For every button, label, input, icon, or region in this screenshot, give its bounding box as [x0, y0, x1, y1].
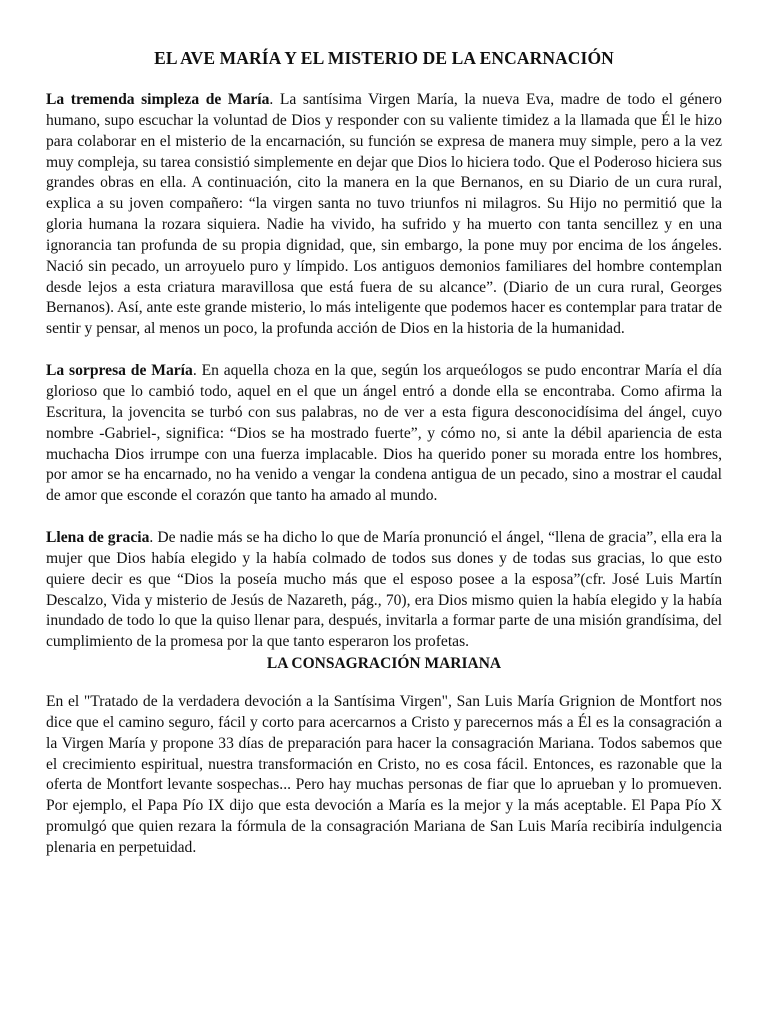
paragraph-lead: La tremenda simpleza de María — [46, 91, 270, 108]
paragraph-body: . La santísima Virgen María, la nueva Eva, madre de todo el género humano, supo escuchar la voluntad de Dios y responder con su valiente timidez a la llamada que Él le hizo para colaborar en el misterio de la encarnación, su función se expresa de manera muy simple, pero a la vez muy compleja, su tarea consistió simplemente en dejar que Dios lo hiciera todo. Que el Poderoso hiciera sus grandes obras en ella. A continuación, cito la manera en la que Bernanos, en su Diario de un cura rural, explica a su joven compañero: “la virgen santa no tuvo triunfos ni milagros. Su Hijo no permitió que la gloria humana la rozara siquiera. Nadie ha vivido, ha sufrido y ha muerto con tanta sencillez y en una ignorancia tan profunda de su propia dignidad, que, sin embargo, la pone muy por encima de los ángeles. Nació sin pecado, un arroyuelo puro y límpido. Los antiguos demonios familiares del hombre contemplan desde lejos a esta criatura maravillosa que está fuera de su alcance”. (Diario de un cura rural, Georges Bernanos). Así, ante este grande misterio, lo más inteligente que podemos hacer es contemplar para tratar de sentir y pensar, al menos un poco, la profunda acción de Dios en la historia de la humanidad. — [46, 91, 722, 338]
paragraph-lead: Llena de gracia — [46, 529, 150, 547]
paragraph-sorpresa — [46, 361, 722, 507]
paragraph-body: . En aquella choza en la que, según los arqueólogos se pudo encontrar María el día glorioso que lo cambió todo, aquel en el que un ángel entró a donde ella se encontraba. Como afirma la Escritura, la jovencita se turbó con sus palabras, no de ver a esta figura desconocidísima del ángel, cuyo nombre -Gabriel-, significa: “Dios se ha mostrado fuerte”, y cómo no, si ante la débil apariencia de esta muchacha Dios irrumpe con una fuerza implacable. Dios ha querido poner su morada entre los hombres, por amor se ha encarnado, no ha venido a vengar la condena antigua de un pecado, sino a mostrar el caudal de amor que esconde el corazón que tanto ha amado al mundo. — [46, 362, 722, 505]
paragraph-simpleza — [46, 90, 722, 340]
paragraph-body: . De nadie más se ha dicho lo que de María pronunció el ángel, “llena de gracia”, ella era la mujer que Dios había elegido y la había colmado de todos sus dones y de todas sus gracias, lo que esto quiere decir es que “Dios la poseía mucho más que el esposo posee a la esposa”(cfr. José Luis Martín Descalzo, Vida y misterio de Jesús de Nazareth, pág., 70), era Dios mismo quien la había elegido y la había inundado de todo lo que la quiso llenar para, después, invitarla a formar parte de una misión grandísima, del cumplimiento de la promesa por la que tanto esperaron los profetas. — [46, 529, 722, 651]
document-page — [46, 48, 722, 880]
paragraph-llena-de-gracia — [46, 528, 722, 653]
section-title: LA CONSAGRACIÓN MARIANA — [266, 655, 502, 673]
document-title: EL AVE MARÍA Y EL MISTERIO DE LA ENCARNACIÓN — [154, 48, 614, 68]
paragraph-consagracion: En el "Tratado de la verdadera devoción a la Santísima Virgen", San Luis María Grignion de Montfort nos dice que el camino seguro, fácil y corto para acercarnos a Cristo y parecernos más a Él es la consagración a la Virgen María y propone 33 días de preparación para hacer la consagración Mariana. Todos sabemos que el crecimiento espiritual, nuestra transformación en Cristo, no es cosa fácil. Entonces, es razonable que la oferta de Montfort levante sospechas... Pero hay muchas personas de fiar que lo aprueban y lo promueven. Por ejemplo, el Papa Pío IX dijo que esta devoción a María es la mejor y la más aceptable. El Papa Pío X promulgó que quien rezara la fórmula de la consagración Mariana de San Luis María recibiría indulgencia plenaria en perpetuidad. — [46, 693, 722, 856]
paragraph-lead: La sorpresa de María — [46, 362, 193, 380]
